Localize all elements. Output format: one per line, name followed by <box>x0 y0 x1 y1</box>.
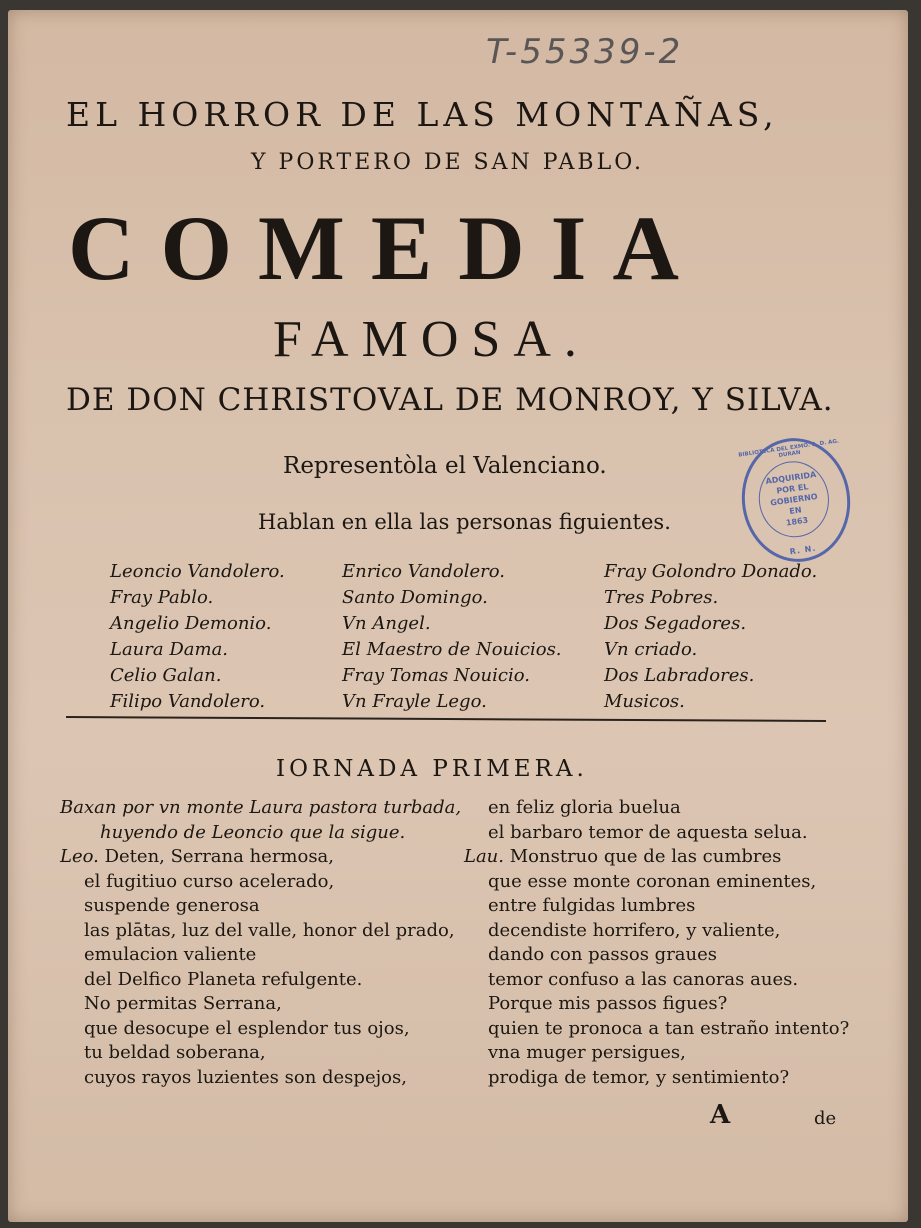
cast-member: Angelio Demonio. <box>110 613 272 634</box>
stamp-ring-bottom: R. N. <box>789 543 817 557</box>
act-heading: IORNADA PRIMERA. <box>276 756 588 782</box>
cast-member: Laura Dama. <box>110 639 229 660</box>
verse-line: No permitas Serrana, <box>84 993 282 1014</box>
cast-member: Santo Domingo. <box>342 587 488 608</box>
title-famosa: FAMOSA. <box>273 311 590 368</box>
cast-member: Leoncio Vandolero. <box>110 561 285 582</box>
verse-line: el barbaro temor de aquesta selua. <box>488 821 808 843</box>
verse-line: el fugitiuo curso acelerado, <box>84 870 335 892</box>
verse-line: temor confuso a las canoras aues. <box>488 968 799 990</box>
cast-member: Musicos. <box>604 691 685 712</box>
verse-line: entre fulgidas lumbres <box>488 895 696 916</box>
verse-line: tu beldad soberana, <box>84 1042 266 1063</box>
verse-text: Deten, Serrana hermosa, <box>104 846 335 867</box>
stamp-line: 1863 <box>785 515 809 528</box>
verse-line: decendiste horrifero, y valiente, <box>488 919 781 941</box>
cast-member: Filipo Vandolero. <box>110 691 266 712</box>
divider-rule <box>66 716 826 722</box>
cast-member: Fray Tomas Nouicio. <box>342 665 530 686</box>
verse-line: vna muger persigues, <box>488 1042 686 1063</box>
cast-member: Fray Pablo. <box>110 587 214 608</box>
handwritten-shelfmark: T-55339-2 <box>486 32 684 72</box>
stamp-line: EN <box>788 505 803 516</box>
stamp-ring-top: BIBLIOTECA DEL EXMO. S. D. AG. DURAN <box>738 438 840 459</box>
stamp-inner <box>754 457 834 542</box>
signature-mark: A <box>710 1100 731 1130</box>
cast-member: Fray Golondro Donado. <box>604 561 818 582</box>
performer-line: Representòla el Valenciano. <box>283 453 607 479</box>
verse-line: dando con passos graues <box>488 944 718 965</box>
cast-member: El Maestro de Nouicios. <box>342 639 562 660</box>
library-stamp <box>734 431 858 569</box>
verse-line: en feliz gloria buelua <box>488 797 681 818</box>
cast-heading: Hablan en ella las personas figuientes. <box>258 510 671 534</box>
stamp-line: ADQUIRIDA <box>764 469 817 487</box>
verse-text: Monstruo que de las cumbres <box>509 846 782 867</box>
cast-member: Dos Labradores. <box>604 665 755 686</box>
cast-member: Vn Angel. <box>342 613 431 634</box>
cast-member: Dos Segadores. <box>604 613 747 634</box>
cast-column-1 <box>110 559 285 715</box>
speaker-label: Lau. <box>464 846 504 867</box>
verse-line: del Delfico Planeta refulgente. <box>84 968 363 990</box>
verse-line: que desocupe el esplendor tus ojos, <box>84 1017 410 1039</box>
stamp-line: POR EL <box>775 482 809 496</box>
verse-line: prodiga de temor, y sentimiento? <box>488 1066 790 1088</box>
title-line-1: EL HORROR DE LAS MONTAÑAS, <box>66 95 779 134</box>
cast-member: Enrico Vandolero. <box>342 561 506 582</box>
cast-member: Vn Frayle Lego. <box>342 691 487 712</box>
cast-member: Celio Galan. <box>110 665 222 686</box>
stage-direction: huyendo de Leoncio que la sigue. <box>100 821 406 843</box>
verse-line: quien te pronoca a tan estraño intento? <box>488 1017 850 1039</box>
verse-right-column <box>464 796 849 1090</box>
author-line: DE DON CHRISTOVAL DE MONROY, Y SILVA. <box>66 382 834 418</box>
stamp-line: GOBIERNO <box>769 492 819 508</box>
title-line-2: Y PORTERO DE SAN PABLO. <box>251 150 644 175</box>
verse-line <box>60 845 461 870</box>
cast-column-3 <box>604 559 817 715</box>
speaker-label: Leo. <box>60 846 99 867</box>
verse-line: las plātas, luz del valle, honor del prado, <box>84 919 455 941</box>
cast-member: Tres Pobres. <box>604 587 719 608</box>
verse-left-column <box>60 796 461 1090</box>
verse-line: Porque mis passos figues? <box>488 993 728 1014</box>
verse-line: que esse monte coronan eminentes, <box>488 870 817 892</box>
cast-column-2 <box>342 559 562 715</box>
verse-line: cuyos rayos luzientes son despejos, <box>84 1066 407 1088</box>
stage-direction: Baxan por vn monte Laura pastora turbada, <box>60 797 462 818</box>
title-comedia: COMEDIA <box>68 197 705 299</box>
verse-line <box>464 845 849 870</box>
verse-line: suspende generosa <box>84 895 260 916</box>
cast-member: Vn criado. <box>604 639 698 660</box>
verse-line: emulacion valiente <box>84 944 257 965</box>
document-page <box>8 10 908 1222</box>
catchword: de <box>814 1108 837 1129</box>
